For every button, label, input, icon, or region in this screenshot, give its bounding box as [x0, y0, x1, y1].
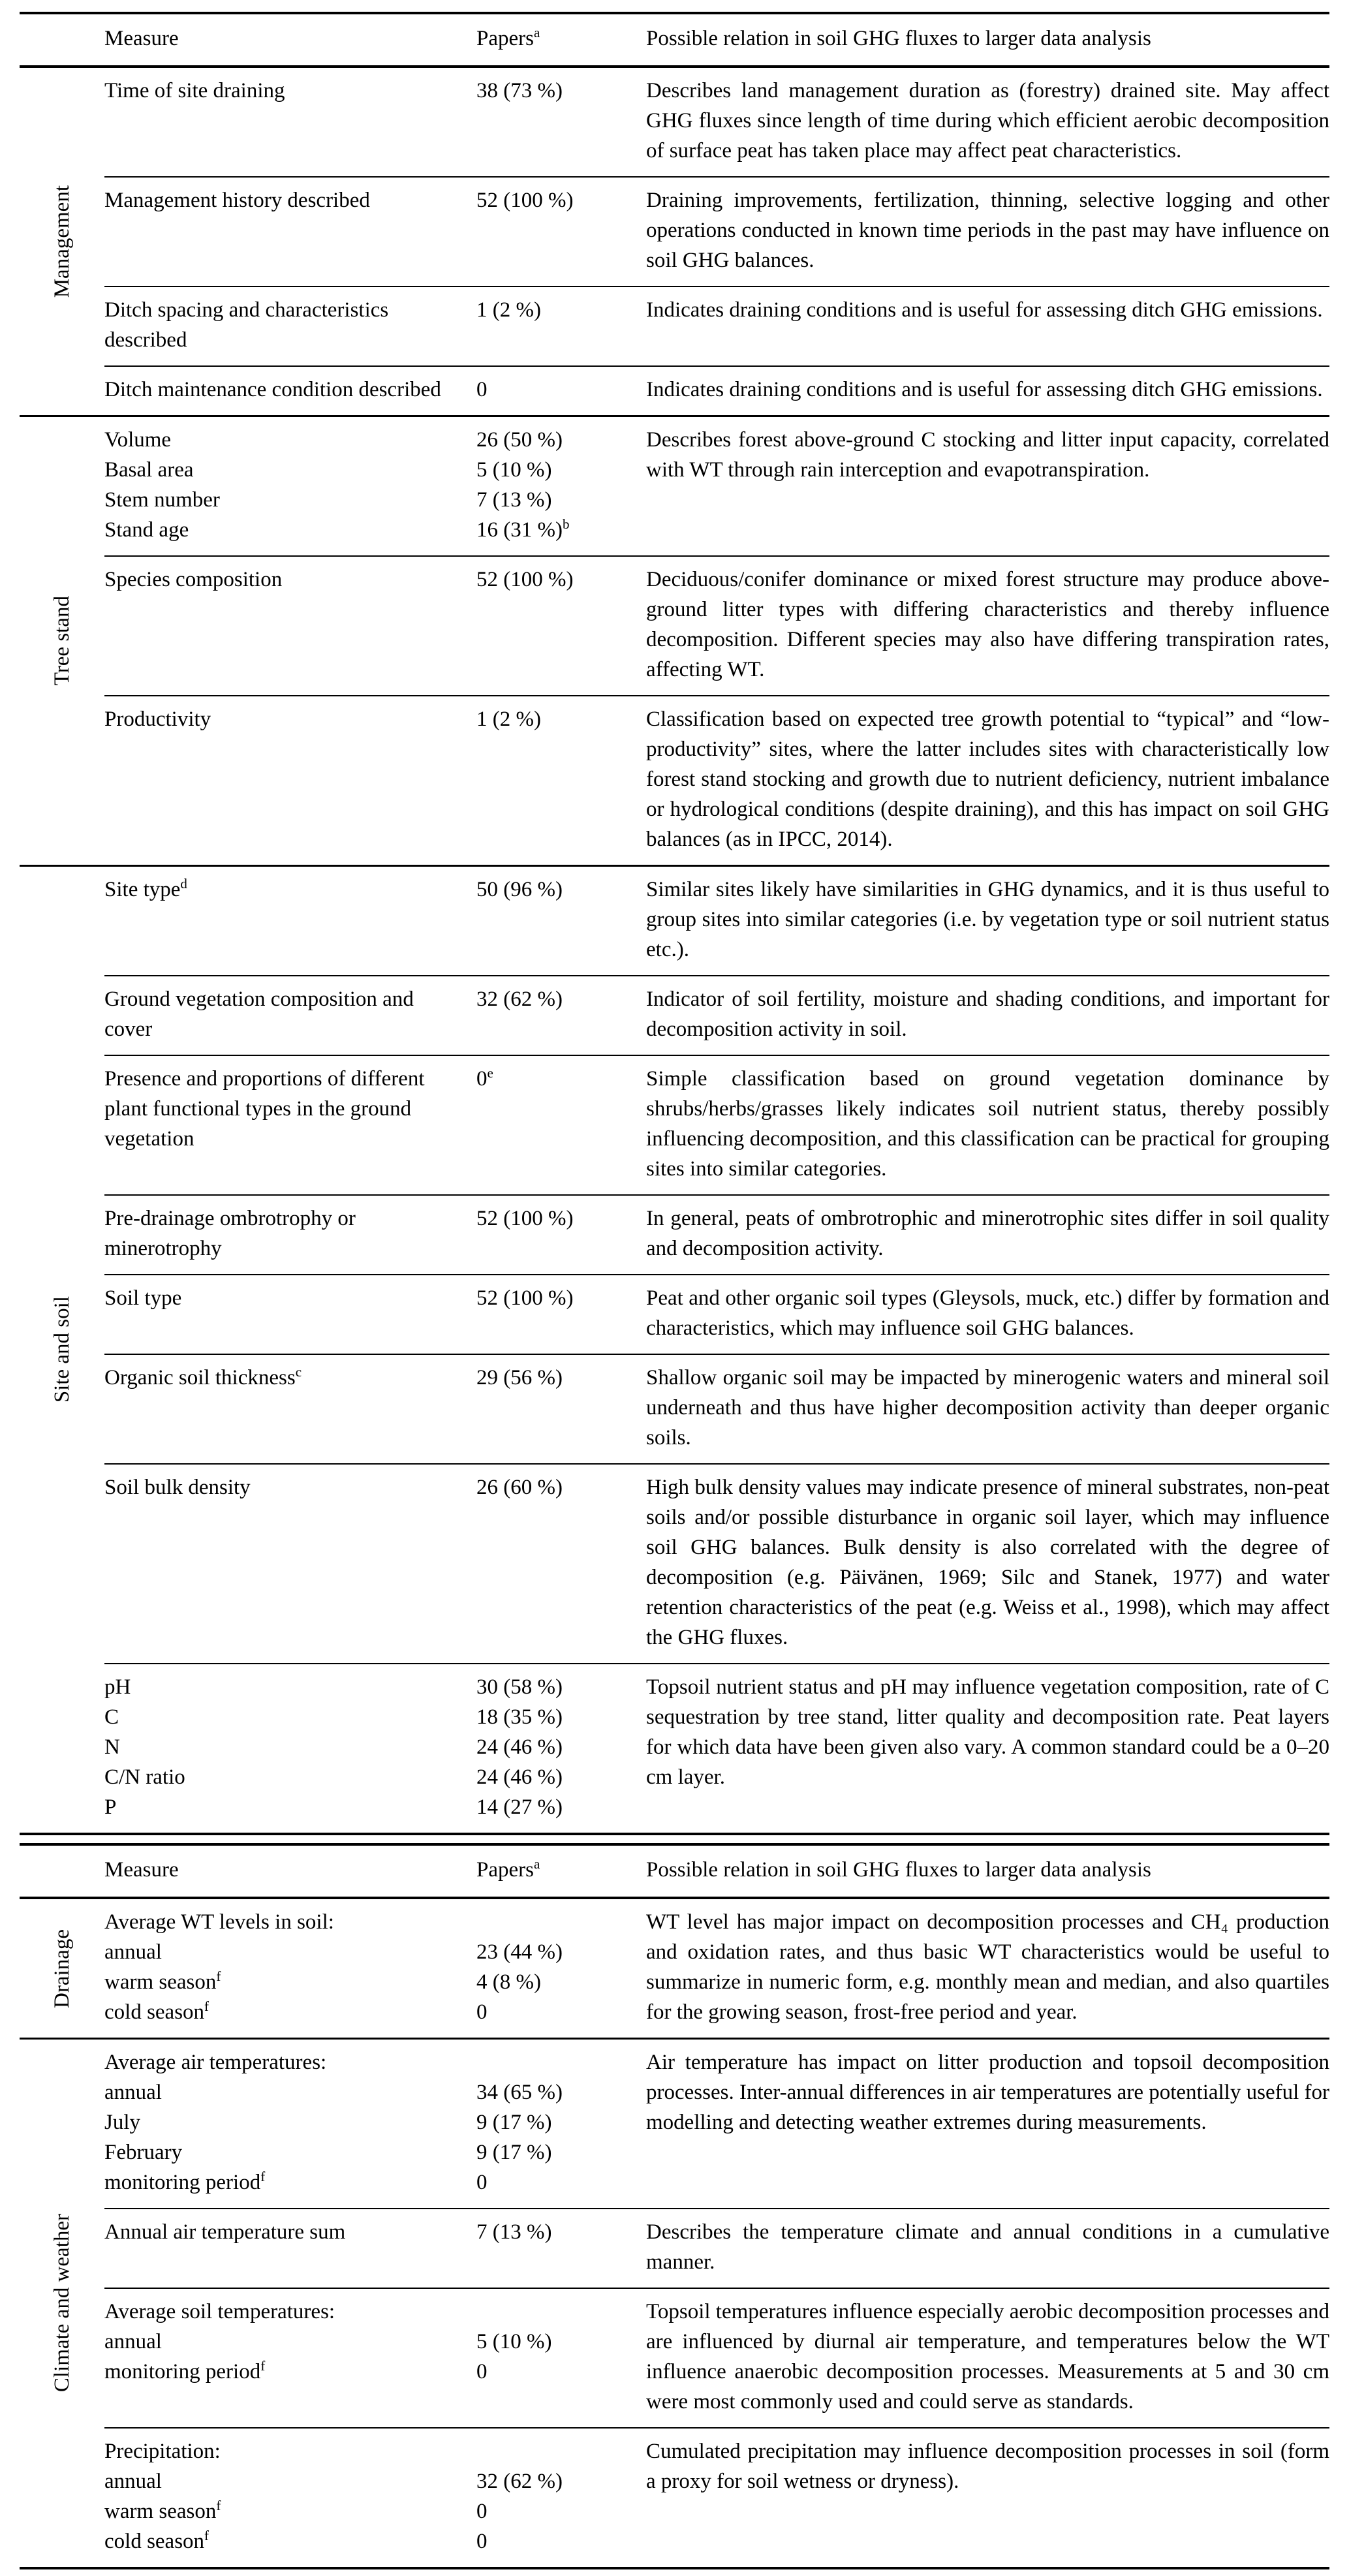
table-row — [104, 1194, 1329, 1274]
measure-line — [104, 1732, 461, 1762]
measure-cell — [104, 984, 476, 1044]
measure-text: Productivity — [104, 707, 211, 731]
measure-cell — [104, 1064, 476, 1184]
relation-cell: Shallow organic soil may be impacted by minerogenic waters and mineral soil underneath and thus have higher decomposition activity than deeper organic soils. — [646, 1366, 1329, 1450]
papers-value — [476, 76, 646, 106]
superscript: b — [562, 516, 570, 532]
measure-line — [104, 295, 461, 355]
papers-cell — [476, 1672, 646, 1822]
measure-line — [104, 1283, 461, 1313]
measure-line — [104, 984, 461, 1044]
measure-text: Stand age — [104, 518, 189, 542]
measure-text: warm season — [104, 2500, 217, 2523]
measure-text: Basal area — [104, 458, 194, 482]
papers-text: 38 (73 %) — [476, 79, 563, 102]
papers-cell — [476, 1283, 646, 1343]
header-papers — [476, 1855, 646, 1885]
section-climate-and-weather — [20, 2038, 1329, 2567]
measure-line — [104, 1937, 461, 1967]
measure-line — [104, 1203, 461, 1264]
measure-text: Site type — [104, 878, 181, 901]
group-label-climate-and-weather: Climate and weather — [50, 2214, 74, 2393]
relation-cell: In general, peats of ombrotrophic and minerotrophic sites differ in soil quality and decomposition activity. — [646, 1207, 1329, 1260]
table-row — [104, 417, 1329, 555]
papers-cell — [476, 185, 646, 275]
relation-cell: Indicates draining conditions and is useful for assessing ditch GHG emissions. — [646, 298, 1323, 322]
measure-text: Ground vegetation composition and cover — [104, 987, 414, 1041]
papers-text: 24 (46 %) — [476, 1735, 563, 1759]
measure-line — [104, 2297, 461, 2327]
relation-cell: WT level has major impact on decomposition processes and CH₄ production and oxidation rates, and thus basic WT characteristics would be useful to summarize in numeric form, e.g. monthly mean and median, and also quartiles for the growing season, frost-free period and year. — [646, 1910, 1329, 2024]
measure-line — [104, 1997, 461, 2027]
table-row — [104, 1055, 1329, 1194]
papers-text: 52 (100 %) — [476, 189, 574, 212]
papers-value — [476, 485, 646, 515]
papers-value — [476, 515, 646, 545]
papers-value — [476, 2297, 646, 2327]
header-papers — [476, 23, 646, 54]
superscript: f — [260, 2358, 266, 2374]
measure-line — [104, 565, 461, 595]
papers-text: 52 (100 %) — [476, 1207, 574, 1230]
papers-value — [476, 2526, 646, 2556]
measure-text: monitoring period — [104, 2360, 261, 2383]
measure-text: warm season — [104, 1970, 217, 1994]
papers-text: 26 (50 %) — [476, 428, 563, 452]
papers-value — [476, 2496, 646, 2526]
relation-cell: Classification based on expected tree growth potential to “typical” and “low-productivity” sites, where the latter includes sites with characteristically low forest stand stocking and growth due to nutrient deficiency, nutrient imbalance or hydrological conditions (despite draining), and this has impact on soil GHG balances (as in IPCC, 2014). — [646, 707, 1329, 851]
papers-value — [476, 1472, 646, 1502]
measure-line — [104, 2466, 461, 2496]
measure-cell — [104, 704, 476, 854]
table-row — [104, 1354, 1329, 1463]
measure-text: Annual air temperature sum — [104, 2220, 346, 2244]
measure-text: Pre-drainage ombrotrophy or minerotrophy — [104, 1207, 356, 1260]
papers-value — [476, 2466, 646, 2496]
papers-cell — [476, 2297, 646, 2417]
table-row — [104, 975, 1329, 1055]
measure-text: July — [104, 2111, 141, 2134]
group-label-management: Management — [50, 185, 74, 298]
table-row — [104, 1899, 1329, 2038]
measure-text: Time of site draining — [104, 79, 285, 102]
papers-text: 5 (10 %) — [476, 458, 552, 482]
papers-value — [476, 1732, 646, 1762]
papers-cell — [476, 375, 646, 405]
measure-cell — [104, 1283, 476, 1343]
papers-cell — [476, 1363, 646, 1453]
papers-text: 0 — [476, 2360, 488, 2383]
measure-text: P — [104, 1795, 117, 1819]
measure-text: Volume — [104, 428, 172, 452]
table-row — [104, 365, 1329, 415]
measure-line — [104, 2496, 461, 2526]
measure-text: Presence and proportions of different plant functional types in the ground vegetation — [104, 1067, 425, 1151]
superscript: a — [533, 25, 540, 40]
measure-cell — [104, 875, 476, 965]
measure-line — [104, 2047, 461, 2077]
header-relation: Possible relation in soil GHG fluxes to larger data analysis — [646, 1858, 1151, 1882]
relation-cell: Peat and other organic soil types (Gleysols, muck, etc.) differ by formation and characteristics, which may influence soil GHG balances. — [646, 1286, 1329, 1340]
measure-cell — [104, 2297, 476, 2417]
papers-cell — [476, 1203, 646, 1264]
measure-line — [104, 1792, 461, 1822]
papers-value — [476, 375, 646, 405]
section-tree-stand — [20, 415, 1329, 865]
papers-text: 32 (62 %) — [476, 987, 563, 1011]
group-label-cell — [20, 68, 104, 415]
relation-cell: Similar sites likely have similarities in GHG dynamics, and it is thus useful to group sites into similar categories (i.e. by vegetation type or soil nutrient status etc.). — [646, 878, 1329, 961]
measure-line — [104, 1762, 461, 1792]
measure-text: Management history described — [104, 189, 370, 212]
measure-line — [104, 1672, 461, 1702]
measure-line — [104, 425, 461, 455]
relation-cell: Describes forest above-ground C stocking and litter input capacity, correlated with WT through rain interception and evapotranspiration. — [646, 428, 1329, 482]
measure-text: N — [104, 1735, 120, 1759]
table-row — [104, 2427, 1329, 2567]
measure-cell — [104, 295, 476, 355]
papers-value — [476, 1792, 646, 1822]
papers-text: 32 (62 %) — [476, 2470, 563, 2493]
measure-text: Organic soil thickness — [104, 1366, 296, 1389]
papers-cell — [476, 76, 646, 166]
group-label-drainage: Drainage — [50, 1929, 74, 2008]
table-row — [104, 2208, 1329, 2288]
measure-line — [104, 2137, 461, 2167]
table-row — [104, 1463, 1329, 1663]
relation-cell: Describes the temperature climate and annual conditions in a cumulative manner. — [646, 2220, 1329, 2274]
papers-cell — [476, 295, 646, 355]
papers-text: 52 (100 %) — [476, 568, 574, 591]
measure-text: Average soil temperatures: — [104, 2300, 335, 2323]
papers-text: 0 — [476, 2171, 488, 2194]
papers-text: 29 (56 %) — [476, 1366, 563, 1389]
header-measure: Measure — [104, 1858, 179, 1882]
measure-line — [104, 875, 461, 905]
papers-text: 9 (17 %) — [476, 2141, 552, 2164]
measure-line — [104, 2526, 461, 2556]
measure-line — [104, 704, 461, 734]
part-divider-rule — [20, 1833, 1329, 1846]
papers-value — [476, 875, 646, 905]
measure-cell — [104, 2047, 476, 2197]
papers-cell — [476, 704, 646, 854]
papers-cell — [476, 1472, 646, 1653]
papers-value — [476, 2167, 646, 2197]
papers-value — [476, 1283, 646, 1313]
papers-value — [476, 2107, 646, 2137]
papers-text: 7 (13 %) — [476, 488, 552, 512]
papers-value — [476, 1967, 646, 1997]
relation-cell: Deciduous/conifer dominance or mixed forest structure may produce above-ground litter types with differing characteristics and thereby influence decomposition. Different species may also have differing transpiration rates, affecting WT. — [646, 568, 1329, 681]
superscript: f — [204, 2528, 209, 2543]
measure-text: cold season — [104, 2530, 205, 2553]
papers-value — [476, 1762, 646, 1792]
measure-line — [104, 2327, 461, 2357]
papers-text: 4 (8 %) — [476, 1970, 541, 1994]
papers-value — [476, 1672, 646, 1702]
table-row — [104, 2040, 1329, 2208]
measure-text: Average air temperatures: — [104, 2051, 327, 2074]
measure-line — [104, 375, 461, 405]
measure-text: C/N ratio — [104, 1765, 185, 1789]
measure-line — [104, 1363, 461, 1393]
papers-cell — [476, 2047, 646, 2197]
table-row — [104, 286, 1329, 365]
relation-cell: High bulk density values may indicate presence of mineral substrates, non-peat soils and/or possible disturbance in organic soil layer, which may influence soil GHG balances. Bulk density is also correlated with the degree of decomposition (e.g. Päivänen, 1969; Silc and Stanek, 1977) and water retention characteristics of the peat (e.g. Weiss et al., 1998), which may affect the GHG fluxes. — [646, 1476, 1329, 1649]
papers-value — [476, 2137, 646, 2167]
papers-text: 14 (27 %) — [476, 1795, 563, 1819]
papers-value — [476, 1203, 646, 1234]
measure-line — [104, 2077, 461, 2107]
papers-text: 23 (44 %) — [476, 1940, 563, 1964]
measure-line — [104, 2357, 461, 2387]
papers-text: 52 (100 %) — [476, 1286, 574, 1310]
header-papers-text: Papers — [476, 1858, 534, 1882]
measure-cell — [104, 185, 476, 275]
measure-text: Precipitation: — [104, 2440, 221, 2463]
measure-cell — [104, 2217, 476, 2277]
header-relation: Possible relation in soil GHG fluxes to larger data analysis — [646, 27, 1151, 50]
header-measure: Measure — [104, 27, 179, 50]
measure-line — [104, 2217, 461, 2247]
papers-text: 18 (35 %) — [476, 1705, 563, 1729]
papers-value — [476, 565, 646, 595]
papers-value — [476, 1937, 646, 1967]
measure-line — [104, 76, 461, 106]
papers-value — [476, 984, 646, 1014]
measure-cell — [104, 425, 476, 545]
measure-text: C — [104, 1705, 119, 1729]
measure-cell — [104, 1472, 476, 1653]
papers-value — [476, 1064, 646, 1094]
papers-value — [476, 1907, 646, 1937]
papers-text: 1 (2 %) — [476, 707, 541, 731]
papers-value — [476, 455, 646, 485]
table-row — [104, 68, 1329, 176]
measure-text: Soil bulk density — [104, 1476, 251, 1499]
measure-line — [104, 1472, 461, 1502]
papers-text: 1 (2 %) — [476, 298, 541, 322]
papers-value — [476, 2047, 646, 2077]
relation-cell: Topsoil temperatures influence especially aerobic decomposition processes and are influenced by diurnal air temperature, and temperatures below the WT influence anaerobic decomposition processes. Measurements at 5 and 30 cm were most commonly used and could serve as standards. — [646, 2300, 1329, 2413]
papers-text: 30 (58 %) — [476, 1675, 563, 1699]
section-management — [20, 68, 1329, 415]
superscript: c — [295, 1364, 302, 1380]
measure-text: monitoring period — [104, 2171, 261, 2194]
measure-cell — [104, 1672, 476, 1822]
papers-value — [476, 2327, 646, 2357]
papers-cell — [476, 2217, 646, 2277]
papers-text: 16 (31 %) — [476, 518, 563, 542]
section-site-and-soil — [20, 865, 1329, 1833]
measure-text: February — [104, 2141, 183, 2164]
papers-value — [476, 295, 646, 325]
measure-text: Species composition — [104, 568, 283, 591]
papers-value — [476, 425, 646, 455]
table-header-2 — [20, 1846, 1329, 1899]
measure-line — [104, 1702, 461, 1732]
table-row — [104, 1663, 1329, 1833]
measure-text: pH — [104, 1675, 131, 1699]
measure-cell — [104, 1203, 476, 1264]
measure-line — [104, 455, 461, 485]
measure-text: annual — [104, 2081, 162, 2104]
superscript: f — [216, 1968, 221, 1984]
relation-cell: Cumulated precipitation may influence decomposition processes in soil (form a proxy for soil wetness or dryness). — [646, 2440, 1329, 2493]
papers-cell — [476, 984, 646, 1044]
papers-text: 50 (96 %) — [476, 878, 563, 901]
measure-text: annual — [104, 2330, 162, 2353]
papers-text: 34 (65 %) — [476, 2081, 563, 2104]
measure-text: Average WT levels in soil: — [104, 1910, 334, 1934]
superscript: d — [180, 876, 187, 892]
group-label-cell — [20, 2040, 104, 2567]
papers-text: 0 — [476, 2530, 488, 2553]
papers-value — [476, 704, 646, 734]
measure-cell — [104, 565, 476, 685]
papers-value — [476, 2077, 646, 2107]
superscript: e — [487, 1065, 493, 1081]
papers-value — [476, 185, 646, 215]
measure-line — [104, 2167, 461, 2197]
relation-cell: Indicates draining conditions and is useful for assessing ditch GHG emissions. — [646, 378, 1323, 401]
measure-text: cold season — [104, 2000, 205, 2024]
papers-text: 0 — [476, 2500, 488, 2523]
papers-value — [476, 2357, 646, 2387]
papers-text: 26 (60 %) — [476, 1476, 563, 1499]
measure-text: Ditch maintenance condition described — [104, 378, 441, 401]
superscript: f — [216, 2498, 221, 2513]
papers-text: 9 (17 %) — [476, 2111, 552, 2134]
measure-line — [104, 185, 461, 215]
measure-cell — [104, 375, 476, 405]
papers-value — [476, 1702, 646, 1732]
relation-cell: Air temperature has impact on litter production and topsoil decomposition processes. Inter-annual differences in air temperatures are potentially useful for modelling and detecting weather extremes during measurements. — [646, 2051, 1329, 2134]
measure-text: Soil type — [104, 1286, 182, 1310]
papers-value — [476, 1363, 646, 1393]
measure-line — [104, 2107, 461, 2137]
superscript: f — [204, 1998, 209, 2014]
group-label-tree-stand: Tree stand — [50, 596, 74, 686]
papers-cell — [476, 2436, 646, 2556]
papers-cell — [476, 875, 646, 965]
table-row — [104, 555, 1329, 695]
measure-text: annual — [104, 2470, 162, 2493]
section-drainage — [20, 1899, 1329, 2038]
measure-text: Stem number — [104, 488, 220, 512]
papers-cell — [476, 1064, 646, 1184]
measure-line — [104, 1064, 461, 1154]
measure-line — [104, 1967, 461, 1997]
papers-text: 5 (10 %) — [476, 2330, 552, 2353]
papers-value — [476, 2217, 646, 2247]
table-row — [104, 695, 1329, 865]
group-label-cell — [20, 417, 104, 865]
measure-cell — [104, 1907, 476, 2027]
papers-value — [476, 2436, 646, 2466]
superscript: f — [260, 2169, 266, 2184]
measure-line — [104, 485, 461, 515]
measure-line — [104, 515, 461, 545]
measure-line — [104, 1907, 461, 1937]
table-row — [104, 867, 1329, 975]
measure-text: annual — [104, 1940, 162, 1964]
papers-text: 0 — [476, 2000, 488, 2024]
relation-cell: Topsoil nutrient status and pH may influence vegetation composition, rate of C sequestration by tree stand, litter quality and decomposition rate. Peat layers for which data have been given also vary. A common standard could be a 0–20 cm layer. — [646, 1675, 1329, 1789]
measure-cell — [104, 1363, 476, 1453]
table-bottom-rule — [20, 2567, 1329, 2569]
papers-cell — [476, 425, 646, 545]
measure-text: Ditch spacing and characteristics described — [104, 298, 389, 352]
header-papers-text: Papers — [476, 27, 534, 50]
group-label-site-and-soil: Site and soil — [50, 1296, 74, 1403]
table-row — [104, 1274, 1329, 1354]
measure-cell — [104, 76, 476, 166]
group-label-cell — [20, 867, 104, 1833]
table-row — [104, 176, 1329, 286]
papers-cell — [476, 1907, 646, 2027]
measure-line — [104, 2436, 461, 2466]
measure-cell — [104, 2436, 476, 2556]
table-row — [104, 2288, 1329, 2427]
superscript: a — [533, 1856, 540, 1872]
papers-text: 0 — [476, 378, 488, 401]
papers-cell — [476, 565, 646, 685]
group-label-cell — [20, 1899, 104, 2038]
papers-text: 0 — [476, 1067, 488, 1091]
papers-text: 24 (46 %) — [476, 1765, 563, 1789]
relation-cell: Simple classification based on ground vegetation dominance by shrubs/herbs/grasses likely indicates soil nutrient status, thereby possibly influencing decomposition, and this classification can be practical for grouping sites into similar categories. — [646, 1067, 1329, 1181]
papers-text: 7 (13 %) — [476, 2220, 552, 2244]
relation-cell: Describes land management duration as (forestry) drained site. May affect GHG fluxes since length of time during which efficient aerobic decomposition of surface peat has taken place may affect peat characteristics. — [646, 79, 1329, 163]
table-header — [20, 12, 1329, 68]
relation-cell: Draining improvements, fertilization, thinning, selective logging and other operations conducted in known time periods in the past may have influence on soil GHG balances. — [646, 189, 1329, 272]
papers-value — [476, 1997, 646, 2027]
relation-cell: Indicator of soil fertility, moisture and shading conditions, and important for decomposition activity in soil. — [646, 987, 1329, 1041]
